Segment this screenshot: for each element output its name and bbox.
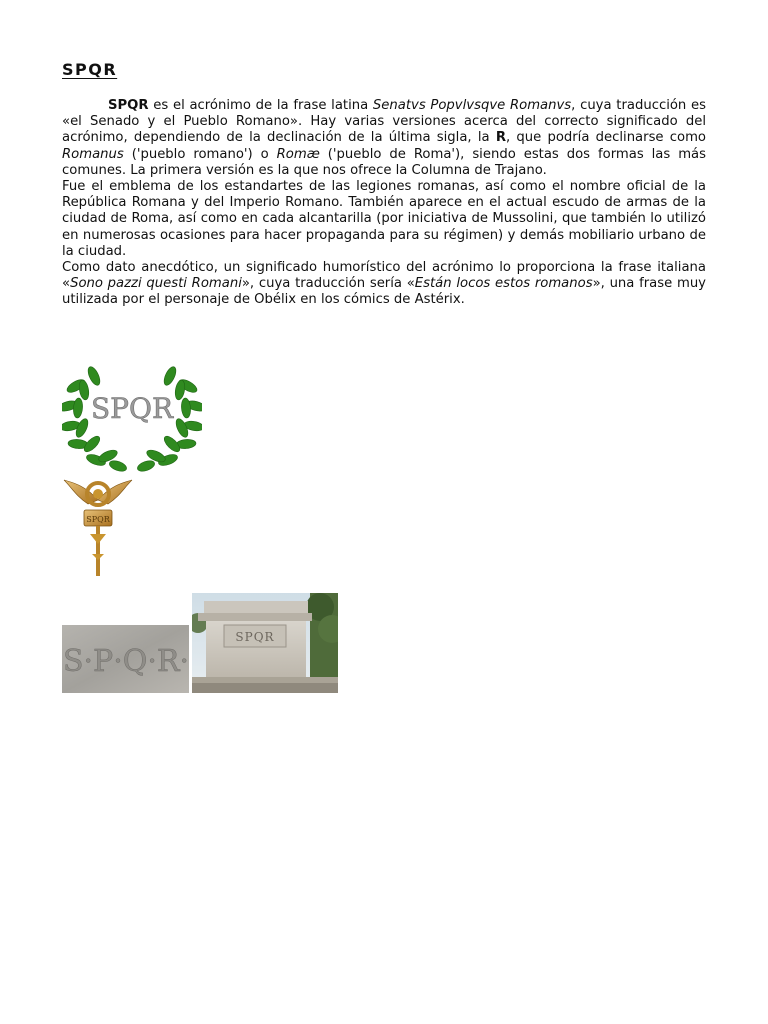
monument-spqr-text: SPQR (235, 630, 275, 644)
wreath-spqr-text: SPQR (90, 392, 174, 425)
paragraph-3: Como dato anecdótico, un significado humorístico del acrónimo lo proporciona la frase italiana «Sono pazzi questi Romani», cuya traducción sería «Están locos estos romanos», una frase muy utilizada por el personaje de Obélix en los cómics de Astérix. (62, 260, 706, 308)
roman-standard-image (62, 474, 134, 578)
standard-spqr-text: SPQR (86, 515, 110, 524)
paragraph-2: Fue el emblema de los estandartes de las legiones romanas, así como el nombre oficial de la República Romana y del Imperio Romano. También aparece en el actual escudo de armas de la ciudad de Roma, así como en cada alcantarilla (por iniciativa de Mussolini, que también lo utilizó en numerosas ocasiones para hacer propaganda para su régimen) y demás mobiliario urbano de la ciudad. (62, 179, 706, 259)
carved-spqr-text: S·P·Q·R· (62, 644, 189, 679)
bold-acronym: SPQR (108, 98, 149, 113)
carved-stone-image (62, 625, 189, 693)
body-text (62, 98, 706, 309)
latin-phrase: Senatvs Popvlvsqve Romanvs (372, 98, 572, 113)
page-title: SPQR (62, 60, 118, 79)
monument-photo-image (192, 593, 338, 693)
laurel-wreath-image (62, 362, 202, 474)
document-page (62, 60, 706, 309)
paragraph-1: SPQR es el acrónimo de la frase latina Senatvs Popvlvsqve Romanvs, cuya traducción es «el Senado y el Pueblo Romano». Hay varias versiones acerca del correcto significado del acrónimo, dependiendo de la declinación de la última sigla, la R, que podría declinarse como Romanus ('pueblo romano') o Romæ ('pueblo de Roma'), siendo estas dos formas las más comunes. La primera versión es la que nos ofrece la Columna de Trajano. (62, 98, 707, 178)
